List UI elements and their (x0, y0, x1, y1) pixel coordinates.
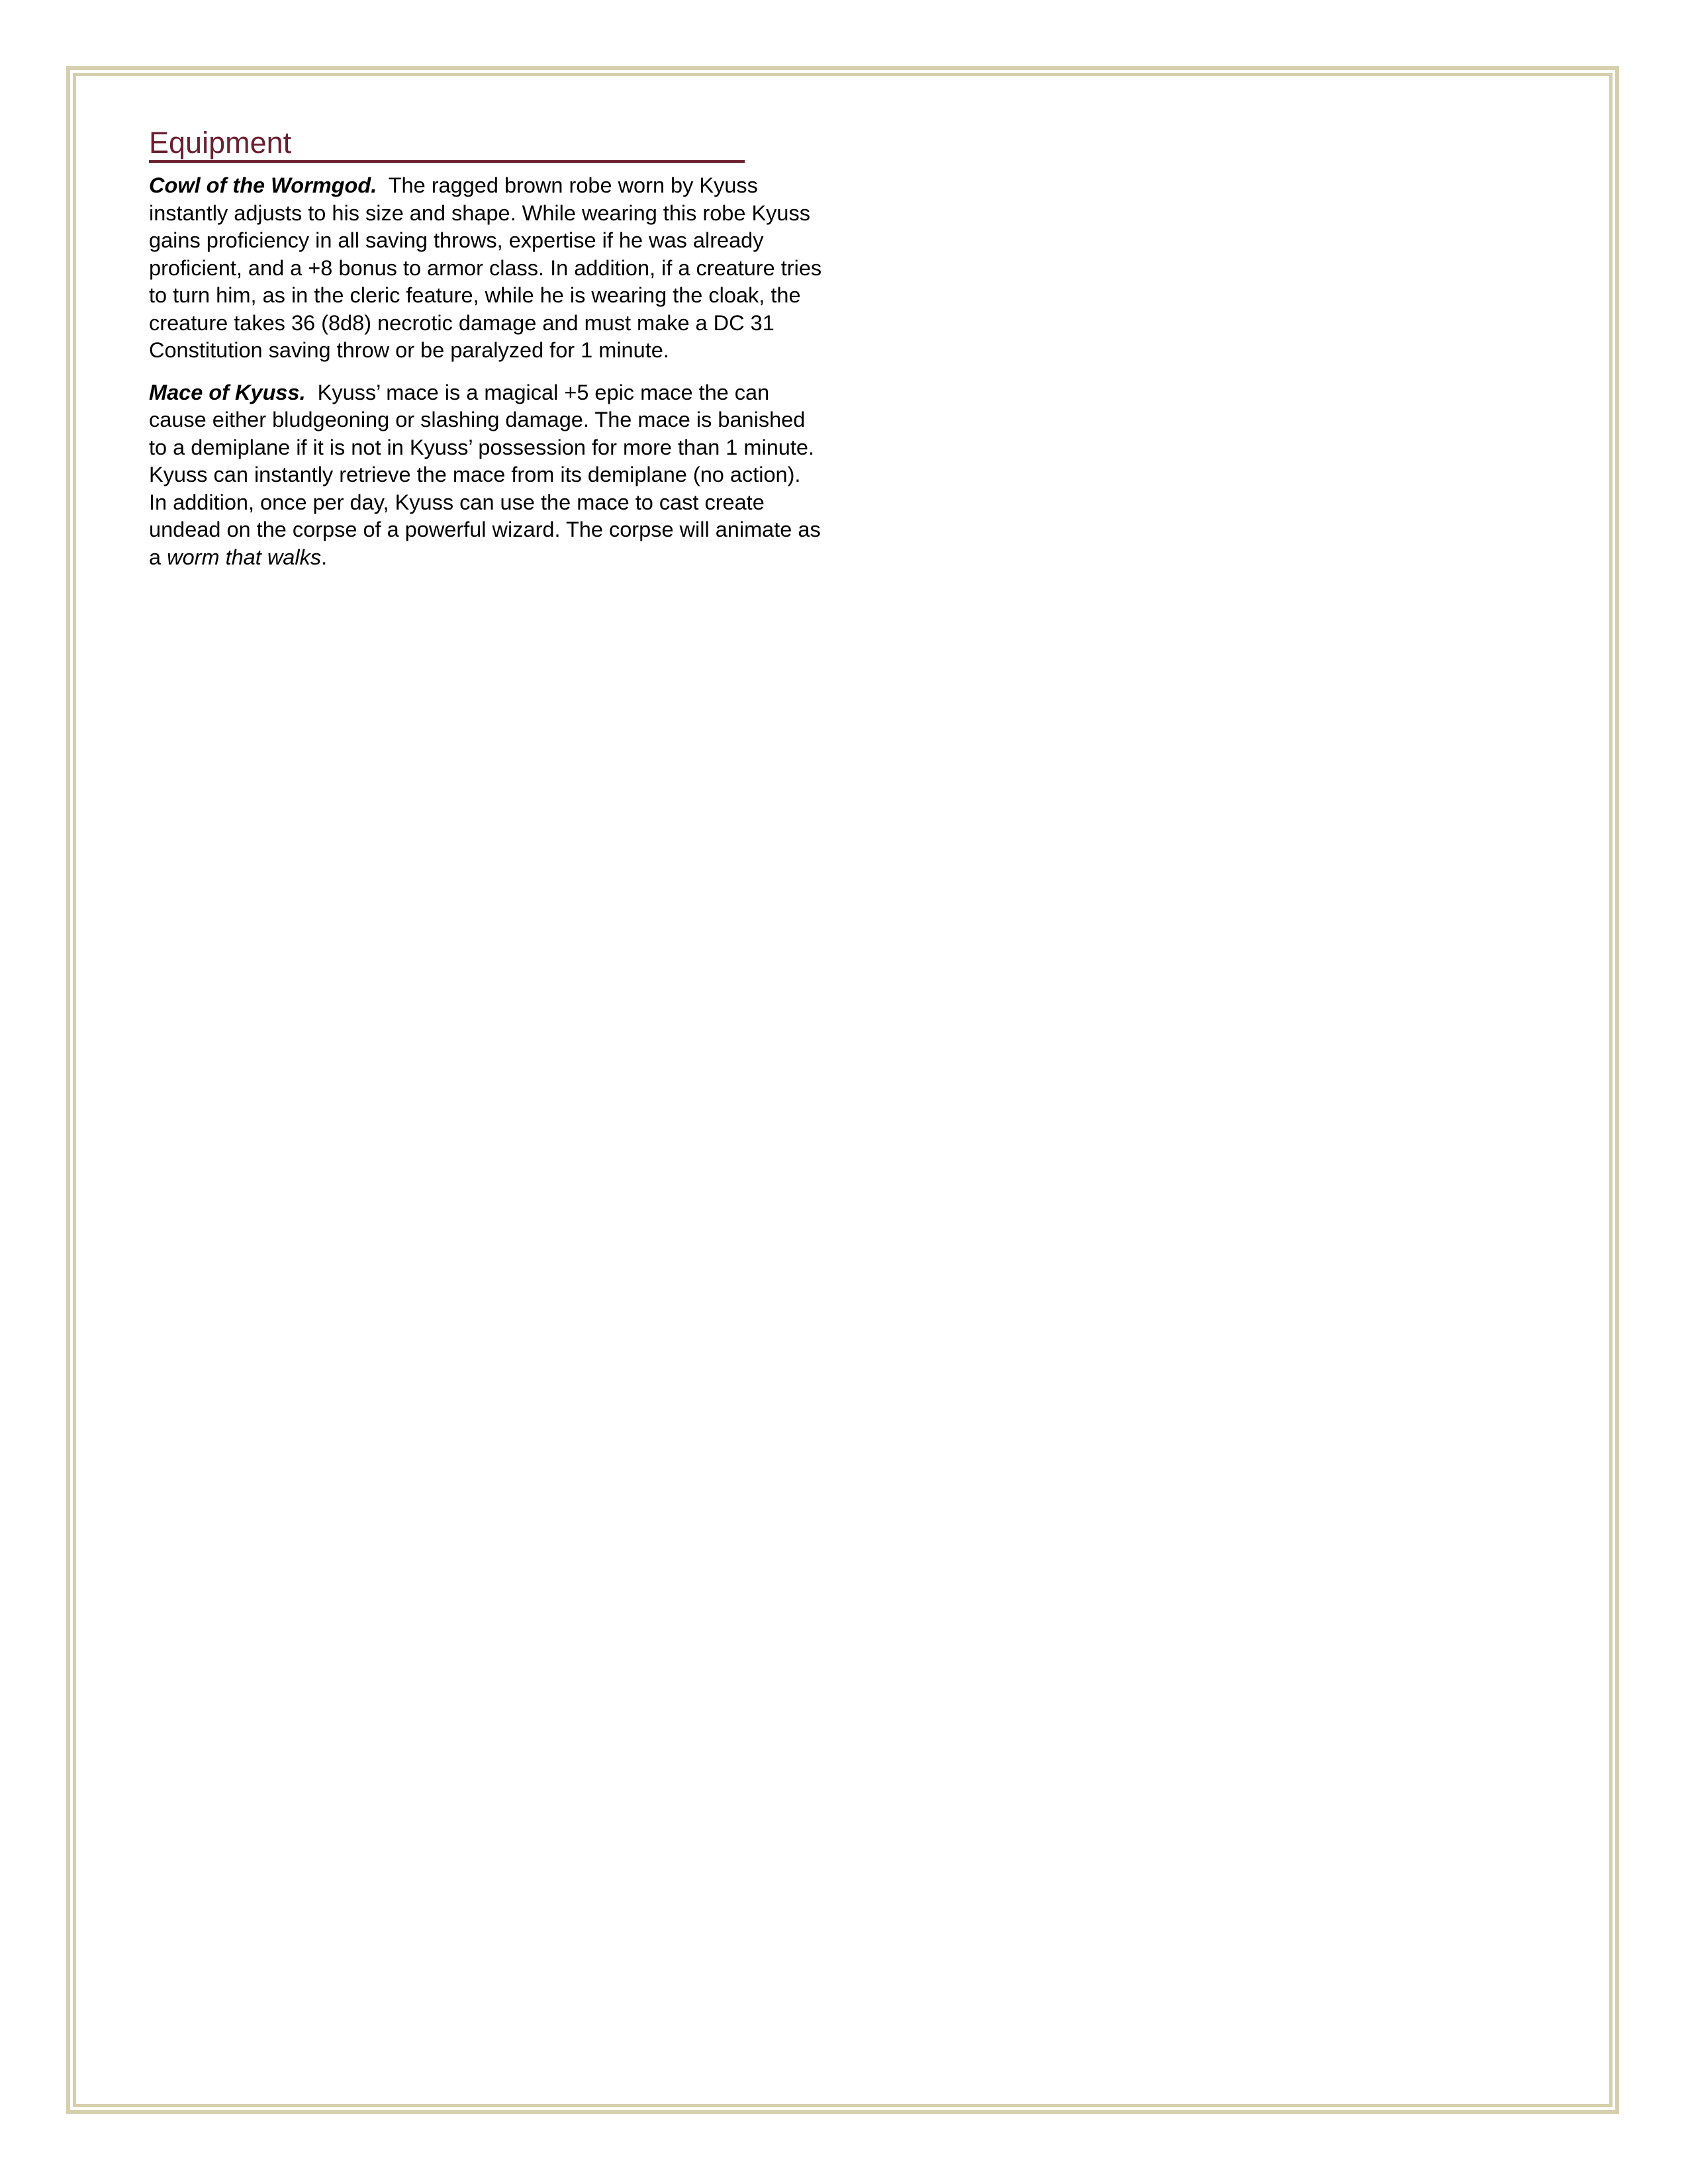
item-title: Mace of Kyuss. (149, 380, 306, 404)
page-content (149, 126, 824, 586)
item-body: The ragged brown robe worn by Kyuss instantly adjusts to his size and shape. While wearing this robe Kyuss gains proficiency in all saving throws, expertise if he was already proficient, and a +8 bonus to armor class. In addition, if a creature tries to turn him, as in the cleric feature, while he is wearing the cloak, the creature takes 36 (8d8) necrotic damage and must make a DC 31 Constitution saving throw or be paralyzed for 1 minute. (149, 173, 822, 362)
equipment-item-mace (149, 379, 824, 572)
section-heading: Equipment (149, 126, 745, 163)
item-body: Kyuss’ mace is a magical +5 epic mace the can cause either bludgeoning or slashing damage. The mace is banished to a demiplane if it is not in Kyuss’ possession for more than 1 minute. Kyuss can instantly retrieve the mace from its demiplane (no action). In addition, once per day, Kyuss can use the mace to cast create undead on the corpse of a powerful wizard. The corpse will animate as a (149, 380, 821, 569)
equipment-item-cowl (149, 172, 824, 365)
item-body-end: . (321, 545, 328, 569)
item-title: Cowl of the Wormgod. (149, 173, 377, 197)
item-body-italic: worm that walks (167, 545, 322, 569)
